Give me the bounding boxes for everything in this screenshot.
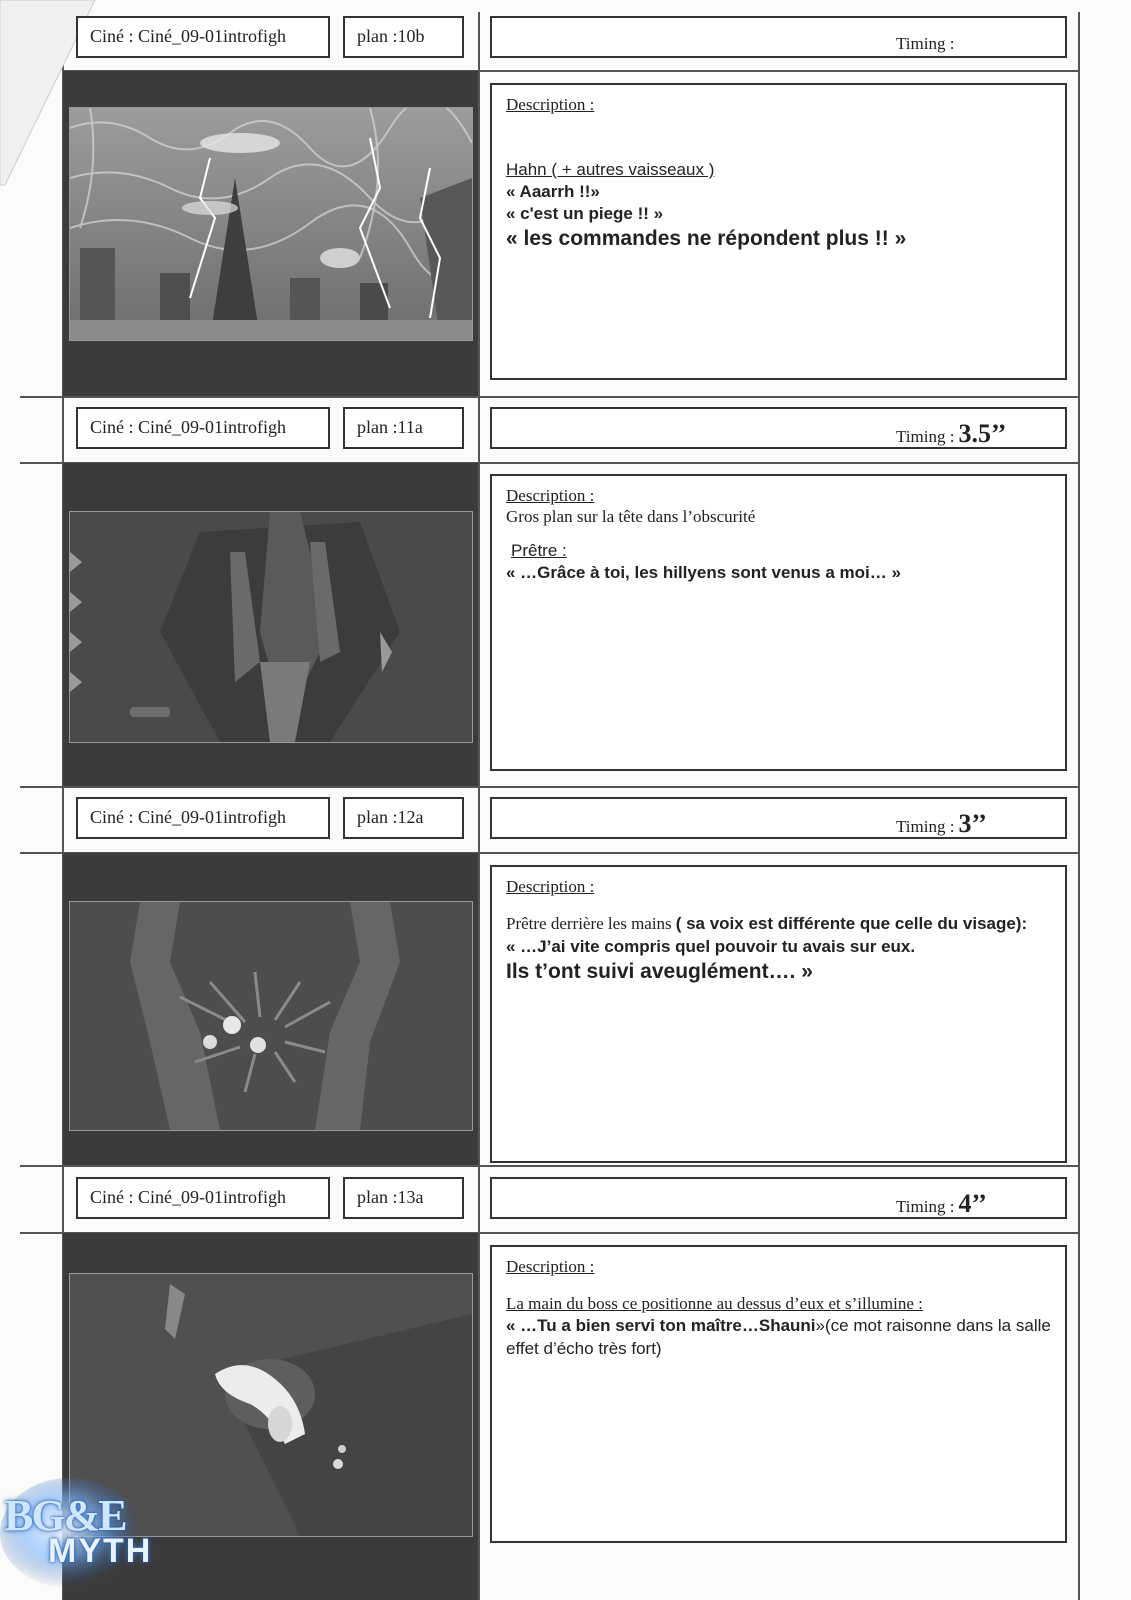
timing-label: Timing : xyxy=(896,34,955,53)
timing-label: Timing : 3’’ xyxy=(896,809,987,838)
plan-box xyxy=(343,1177,464,1219)
row-divider xyxy=(20,1165,1080,1167)
description-text: Prêtre derrière les mains ( sa voix est différente que celle du visage): xyxy=(506,914,1028,933)
dark-head-illustration xyxy=(70,512,472,742)
plan-label: plan :13a xyxy=(357,1187,424,1207)
plan-label: plan :10b xyxy=(357,26,425,46)
plan-box xyxy=(343,16,464,58)
description-box-10b xyxy=(490,83,1067,380)
timing-box xyxy=(490,16,1067,58)
timing-box xyxy=(490,407,1067,449)
timing-label: Timing : 3.5’’ xyxy=(896,419,1007,448)
row-divider xyxy=(20,396,1080,398)
row-divider xyxy=(20,786,1080,788)
cine-box xyxy=(76,407,330,449)
dialogue-line: « c'est un piege !! » xyxy=(506,204,664,223)
right-border xyxy=(1078,12,1080,1600)
timing-box xyxy=(490,797,1067,839)
shot-panel xyxy=(63,71,478,396)
shot-image-11a xyxy=(69,511,473,743)
storm-scene-illustration xyxy=(70,108,472,340)
description-box-13a xyxy=(490,1245,1067,1543)
dialogue-line: « …Tu a bien servi ton maître…Shauni»(ce mot raisonne dans la salle effet d’écho très fort) xyxy=(506,1316,1051,1358)
cine-label: Ciné : Ciné_09-01introfigh xyxy=(90,417,286,437)
cine-box xyxy=(76,16,330,58)
dialogue-line: « …Grâce à toi, les hillyens sont venus a moi… » xyxy=(506,563,901,582)
plan-label: plan :12a xyxy=(357,807,424,827)
dialogue-line: « …J’ai vite compris quel pouvoir tu avais sur eux. xyxy=(506,937,916,956)
timing-label: Timing : 4’’ xyxy=(896,1189,987,1218)
description-text: La main du boss ce positionne au dessus d’eux et s’illumine : xyxy=(506,1294,923,1313)
description-text: Gros plan sur la tête dans l’obscurité xyxy=(506,507,756,526)
hands-illustration xyxy=(70,902,472,1130)
description-title: Description : xyxy=(506,486,595,505)
timing-value: 4’’ xyxy=(958,1189,987,1218)
timing-value: 3.5’’ xyxy=(958,419,1007,448)
cine-label: Ciné : Ciné_09-01introfigh xyxy=(90,807,286,827)
plan-box xyxy=(343,797,464,839)
cine-label: Ciné : Ciné_09-01introfigh xyxy=(90,1187,286,1207)
timing-value: 3’’ xyxy=(958,809,987,838)
center-border xyxy=(478,12,480,1600)
description-box-12a xyxy=(490,865,1067,1163)
speaker-line: Prêtre : xyxy=(511,541,567,560)
logo-main-text: BG&E xyxy=(4,1491,126,1540)
plan-box xyxy=(343,407,464,449)
cine-label: Ciné : Ciné_09-01introfigh xyxy=(90,26,286,46)
dialogue-line: Ils t’ont suivi aveuglément…. » xyxy=(506,960,813,983)
shot-image-12a xyxy=(69,901,473,1131)
timing-box xyxy=(490,1177,1067,1219)
dialogue-line: « les commandes ne répondent plus !! » xyxy=(506,227,907,250)
dialogue-line: « Aaarrh !!» xyxy=(506,182,600,201)
shot-image-10b xyxy=(69,107,473,341)
description-title: Description : xyxy=(506,877,595,896)
shot-panel xyxy=(63,853,478,1165)
speaker-line: Hahn ( + autres vaisseaux ) xyxy=(506,160,715,179)
description-title: Description : xyxy=(506,1257,595,1276)
plan-label: plan :11a xyxy=(357,417,423,437)
description-title: Description : xyxy=(506,95,595,114)
shot-panel xyxy=(63,463,478,786)
cine-box xyxy=(76,797,330,839)
logo-sub-text: MYTH xyxy=(48,1532,153,1570)
description-box-11a xyxy=(490,474,1067,771)
cine-box xyxy=(76,1177,330,1219)
